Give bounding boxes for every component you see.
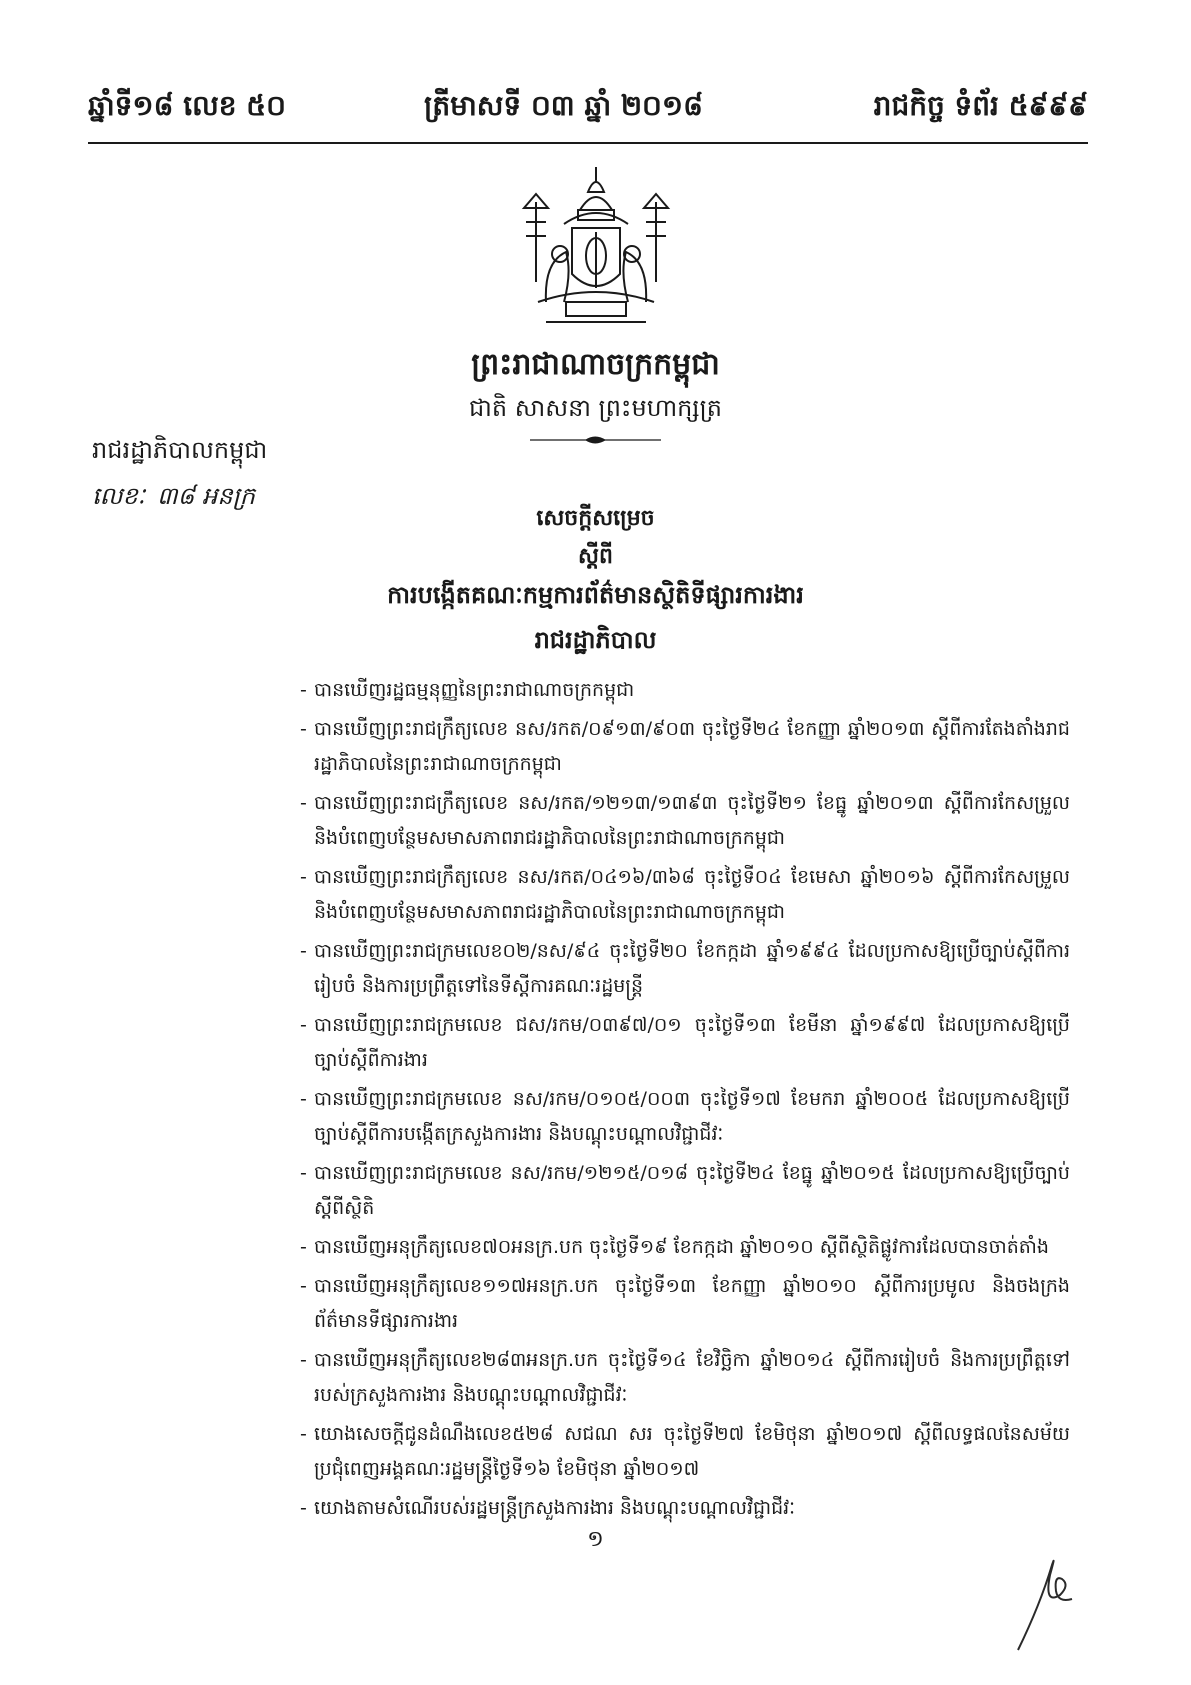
list-item: - បានឃើញព្រះរាជក្រមលេខ ជស/រកម/០៣៩៧/០១ ចុះថ្ងៃទី១៣ ខែមីនា ឆ្នាំ១៩៩៧ ដែលប្រកាសឱ្យប្រើច្បាប់ស្តីពីការងារ xyxy=(300,1014,1070,1071)
list-item: - បានឃើញអនុក្រឹត្យលេខ២៨៣អនក្រ.បក ចុះថ្ងៃទី១៤ ខែវិច្ឆិកា ឆ្នាំ២០១៤ ស្តីពីការរៀបចំ និងការប្រព្រឹត្តទៅរបស់ក្រសួងការងារ និងបណ្តុះបណ្តាលវិជ្ជាជីវៈ xyxy=(300,1349,1070,1406)
issuing-authority: រាជរដ្ឋាភិបាលកម្ពុជា xyxy=(92,436,268,464)
preamble-list xyxy=(300,673,1070,1530)
list-item: - បានឃើញព្រះរាជក្រមលេខ នស/រកម/០១០៥/០០៣ ចុះថ្ងៃទី១៧ ខែមករា ឆ្នាំ២០០៥ ដែលប្រកាសឱ្យប្រើច្បាប់ស្តីពីការបង្កើតក្រសួងការងារ និងបណ្តុះបណ្តាលវិជ្ជាជីវៈ xyxy=(300,1088,1070,1145)
gazette-page-label: រាជកិច្ច ទំព័រ ៥៩៩៩ xyxy=(873,89,1088,122)
ornament-divider-icon xyxy=(530,433,661,447)
reference-value: ៣៨ អនក្រ xyxy=(157,482,256,510)
list-item: - បានឃើញព្រះរាជក្រមលេខ០២/នស/៩៤ ចុះថ្ងៃទី២០ ខែកក្កដា ឆ្នាំ១៩៩៤ ដែលប្រកាសឱ្យប្រើច្បាប់ស្តីពីការរៀបចំ និងការប្រព្រឹត្តទៅនៃទីស្តីការគណៈរដ្ឋមន្ត្រី xyxy=(300,940,1070,997)
page-number: ១ xyxy=(587,1527,604,1552)
list-item: - បានឃើញអនុក្រឹត្យលេខ១១៧អនក្រ.បក ចុះថ្ងៃទី១៣ ខែកញ្ញា ឆ្នាំ២០១០ ស្តីពីការប្រមូល និងចងក្រង ព័ត៌មានទីផ្សារការងារ xyxy=(300,1275,1070,1332)
royal-coat-of-arms-icon xyxy=(516,162,676,332)
document-type: សេចក្តីសម្រេច xyxy=(536,505,655,531)
gazette-quarter: ត្រីមាសទី ០៣ ឆ្នាំ ២០១៨ xyxy=(424,89,703,122)
list-item: - បានឃើញព្រះរាជក្រឹត្យលេខ នស/រកត/១២១៣/១៣៩៣ ចុះថ្ងៃទី២១ ខែធ្នូ ឆ្នាំ២០១៣ ស្តីពីការកែសម្រួល និងបំពេញបន្ថែមសមាសភាពរាជរដ្ឋាភិបាលនៃព្រះរាជាណាចក្រកម្ពុជា xyxy=(300,792,1070,849)
kingdom-name: ព្រះរាជាណាចក្រកម្ពុជា xyxy=(471,347,720,382)
title-connector: ស្តីពី xyxy=(578,543,613,569)
list-item: - បានឃើញព្រះរាជក្រឹត្យលេខ នស/រកត/០៤១៦/៣៦៨ ចុះថ្ងៃទី០៤ ខែមេសា ឆ្នាំ២០១៦ ស្តីពីការកែសម្រួល និងបំពេញបន្ថែមសមាសភាពរាជរដ្ឋាភិបាលនៃព្រះរាជាណាចក្រកម្ពុជា xyxy=(300,866,1070,923)
list-item: - យោងសេចក្តីជូនដំណឹងលេខ៥២៨ សជណ សរ ចុះថ្ងៃទី២៧ ខែមិថុនា ឆ្នាំ២០១៧ ស្តីពីលទ្ធផលនៃសម័យប្រជុំពេញអង្គគណៈរដ្ឋមន្ត្រីថ្ងៃទី១៦ ខែមិថុនា ឆ្នាំ២០១៧ xyxy=(300,1423,1070,1480)
list-item: - បានឃើញរដ្ឋធម្មនុញ្ញនៃព្រះរាជាណាចក្រកម្ពុជា xyxy=(300,679,635,701)
document-title: ការបង្កើតគណៈកម្មការព័ត៌មានស្ថិតិទីផ្សារការងារ xyxy=(387,580,804,609)
gazette-year-issue: ឆ្នាំទី១៨ លេខ ៥០ xyxy=(88,89,286,122)
handwritten-signature-icon xyxy=(1010,1545,1090,1655)
national-motto: ជាតិ សាសនា ព្រះមហាក្សត្រ xyxy=(469,394,722,422)
list-item: - បានឃើញព្រះរាជក្រមលេខ នស/រកម/១២១៥/០១៨ ចុះថ្ងៃទី២៤ ខែធ្នូ ឆ្នាំ២០១៥ ដែលប្រកាសឱ្យប្រើច្បាប់ស្តីពីស្ថិតិ xyxy=(300,1162,1070,1219)
list-item: - បានឃើញអនុក្រឹត្យលេខ៧០អនក្រ.បក ចុះថ្ងៃទី១៩ ខែកក្កដា ឆ្នាំ២០១០ ស្តីពីស្ថិតិផ្លូវការដែលបានចាត់តាំង xyxy=(300,1236,1049,1258)
list-item: - បានឃើញព្រះរាជក្រឹត្យលេខ នស/រកត/០៩១៣/៩០៣ ចុះថ្ងៃទី២៤ ខែកញ្ញា ឆ្នាំ២០១៣ ស្តីពីការតែងតាំងរាជរដ្ឋាភិបាលនៃព្រះរាជាណាចក្រកម្ពុជា xyxy=(300,718,1070,775)
issuer-heading: រាជរដ្ឋាភិបាល xyxy=(534,625,657,654)
list-item: - យោងតាមសំណើរបស់រដ្ឋមន្ត្រីក្រសួងការងារ និងបណ្តុះបណ្តាលវិជ្ជាជីវៈ xyxy=(300,1497,795,1519)
header-divider xyxy=(88,142,1088,144)
gazette-header xyxy=(88,88,1088,138)
reference-label: លេខៈ xyxy=(92,482,146,510)
